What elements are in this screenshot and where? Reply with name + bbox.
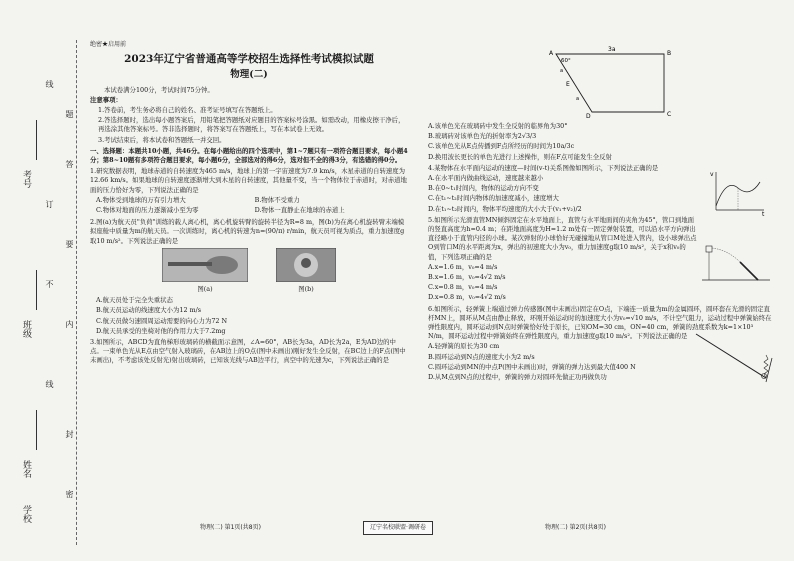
- question-3-stem: 3.如图所示，ABCD为直角梯形玻璃砖的横截面示意图，∠A=60°，AB长为3a，AD长为2a，E为AD边的中点。一束单色光从E点由空气射入玻璃砖，在AB边上的O点(图中未画出)刚好发生全反射，在BC边上的F点(图中未画出)，不考虑该处反射光)射出玻璃砖，已知该光线与AB边平行，真空中的光速为c，下列说法正确的是: [90, 338, 406, 365]
- question-3-figure-area: [428, 42, 774, 122]
- question-2-figures: [90, 248, 408, 294]
- axis-t-label: t: [762, 210, 765, 216]
- option: D.换用波长更长的单色光进行上述操作，则在F点可能发生全反射: [428, 152, 612, 161]
- footer-center-badge: 辽宁名校联盟·调研卷: [363, 521, 433, 535]
- option: A.x=1.6 m，v₀=4 m/s: [428, 262, 498, 271]
- option: D.在t₁~t₂时间内，物体平均速度的大小大于(v₁+v₂)/2: [428, 204, 582, 213]
- figure-a: [162, 248, 248, 294]
- question-6-stem: 6.如图所示，轻弹簧上端通过弹力传感器(图中未画出)固定在O点，下端连一质量为m的金属圆环，圆环套在光滑的固定直杆MN上，圆环从M点由静止释放，环刚开始运动时的加速度大小为v₀=√10 m/s，不计空气阻力，运动过程中弹簧始终在弹性限度内，圆环运动到N点时弹簧恰好处于原长，已知OM=30 cm，ON=40 cm，弹簧的劲度系数为k=1×10³ N/m，圆环运动过程中弹簧始终在弹性限度内，重力加速度g取10 m/s²。下列说法正确的是: [428, 304, 772, 341]
- option: D.x=0.8 m，v₀=4√2 m/s: [428, 293, 506, 302]
- label-3a: 3a: [608, 46, 616, 53]
- subject-title: 物理(二): [230, 69, 268, 81]
- option: A.该单色光在玻璃砖中发生全反射的临界角为30°: [428, 122, 568, 130]
- option: A.航天员处于完全失重状态: [96, 296, 173, 305]
- question-6: [428, 305, 774, 383]
- question-1-options: [90, 196, 408, 216]
- option: B.玻璃砖对该单色光的折射率为2√3/3: [428, 132, 537, 141]
- question-1-stem: 1.研究数据表明，地球赤道的自转速度为465 m/s，地球上的第一宇宙速度为7.9 km/s，木星赤道的自转速度为12.66 km/s。如果地球的自转速度逐渐增大到木星的自转速度，其他量不变，当一个物体位于赤道时，对赤道地面的压力恰好为零，下列说法正确的是: [90, 167, 407, 194]
- label-C: C: [667, 111, 672, 118]
- question-5-stem: 5.如图所示光滑直管MN倾斜固定在水平地面上，直管与水平地面间的夹角为45°，管口到地面的竖直高度为h=0.4 m；在距地面高度为H=1.2 m处有一固定弹射装置，可以沿水平方向弹出直径略小于直管内径的小球。某次弹射的小球恰好无碰撞地从管口M处进入管内，设小球弹出点O到管口M的水平距离为x，弹出的初速度大小为v₀，重力加速度g取10 m/s²，关于x和v₀的值，下列选项正确的是: [428, 215, 697, 261]
- binding-mark: 封: [65, 430, 74, 438]
- question-2-stem: 2.图(a)为航天员"负荷"训练的载人离心机，离心机旋转臂的旋转半径为R=8 m，图(b)为在离心机旋转臂末端模拟座舱中质量为m的航天员。一次训练时，离心机的转速为n=(90/π) r/min，航天员可视为质点，重力加速度g取10 m/s²。下列说法正确的是: [90, 218, 405, 245]
- name-label: 姓名: [21, 460, 31, 478]
- option: C.圆环运动到MN的中点P(图中未画出)时，弹簧的弹力达到最大值400 N: [428, 362, 636, 371]
- note-item: 2.答选择题时，选出每小题答案后，用铅笔把答题纸对应题目的答案标号涂黑。如需改动，用橡皮擦干净后，再选涂其他答案标号。答非选择题时，将答案写在答题纸上，写在本试卷上无效。: [98, 116, 405, 134]
- class-label: 班级: [21, 320, 31, 338]
- exam-number-field[interactable]: [36, 120, 38, 160]
- option: D.从M点到N点的过程中，弹簧的弹力对圆环先做正功再做负功: [428, 373, 607, 382]
- binding-mark: 不: [45, 280, 54, 288]
- option: B.x=1.6 m，v₀=4√2 m/s: [428, 273, 506, 282]
- page-1-column: [90, 40, 408, 367]
- binding-mark: 订: [45, 200, 54, 208]
- launcher-tube-diagram: [700, 238, 772, 284]
- option: A.在水平面内做曲线运动，速度越来越小: [428, 174, 544, 183]
- binding-mark: 线: [45, 80, 54, 88]
- class-field[interactable]: [36, 270, 38, 310]
- centrifuge-photo-b: [276, 248, 336, 282]
- option: C.x=0.8 m，v₀=4 m/s: [428, 283, 498, 292]
- option: D.航天员承受的坐椅对他的作用力大于7.2mg: [96, 326, 226, 335]
- exam-number-label: 考号: [21, 170, 31, 188]
- notes-heading: 注意事项：: [90, 95, 122, 104]
- footer-page-2: 物理(二) 第2页(共8页): [545, 524, 606, 531]
- centrifuge-photo-a: [162, 248, 248, 282]
- option: A.物体受到地球的万有引力增大: [96, 195, 186, 204]
- binding-mark: 线: [45, 380, 54, 388]
- option: C.航天员做匀速圆周运动需要的向心力为72 N: [96, 316, 228, 325]
- option: B.航天员运动的线速度大小为12 m/s: [96, 306, 202, 315]
- binding-mark: 题: [65, 110, 74, 118]
- binding-mark: 密: [65, 490, 74, 498]
- question-4-stem: 4.某物体在水平面内运动的速度—时间(v-t)关系图像如图所示，下列说法正确的是: [428, 163, 659, 172]
- footer-page-1: 物理(二) 第1页(共8页): [200, 524, 261, 531]
- name-field[interactable]: [36, 410, 38, 450]
- label-angle: 60°: [561, 58, 571, 64]
- option: C.物体对地面的压力逐渐减小至为零: [96, 206, 199, 215]
- binding-dashed-line: [76, 40, 77, 545]
- binding-strip: [0, 0, 82, 561]
- figure-a-caption: 图(a): [197, 285, 213, 294]
- question-5: [428, 216, 774, 303]
- section-heading: 一、选择题：本题共10小题，共46分。在每小题给出的四个选项中，第1~7题只有一项符合题目要求，每小题4分；第8~10题有多项符合题目要求，每小题6分，全部选对的得6分，选对但不全的得3分，有选错的得0分。: [90, 146, 408, 165]
- option: C.该单色光从E点传播到F点所经历的时间为10a/3c: [428, 142, 575, 151]
- intro-text: 本试卷满分100分，考试时间75分钟。: [104, 85, 214, 94]
- label-D: D: [586, 113, 591, 120]
- note-item: 1.答卷前，考生务必将自己的姓名、准考证号填写在答题纸上。: [98, 106, 277, 115]
- figure-b: [276, 248, 336, 294]
- vt-graph: [708, 168, 768, 216]
- label-B: B: [667, 50, 672, 57]
- figure-b-caption: 图(b): [298, 285, 314, 294]
- question-4: [428, 164, 774, 214]
- option: C.在t₁~t₂时间内物体的加速度减小，速度增大: [428, 194, 559, 203]
- label-E: E: [566, 81, 570, 88]
- label-a-lower: a: [576, 96, 580, 102]
- binding-mark: 要: [65, 240, 74, 248]
- binding-mark: 内: [65, 320, 74, 328]
- option: B.物体不受重力: [254, 195, 300, 204]
- spring-ring-diagram: [690, 328, 774, 384]
- option: D.物体一直静止在地球的赤道上: [254, 206, 345, 215]
- note-item: 3.考试结束后，将本试卷和答题纸一并交回。: [98, 135, 226, 144]
- label-a-upper: a: [560, 68, 564, 74]
- label-A: A: [549, 50, 554, 57]
- axis-v-label: v: [710, 170, 714, 178]
- option: A.轻弹簧的原长为30 cm: [428, 342, 500, 351]
- school-label: 学校: [21, 505, 31, 523]
- binding-mark: 答: [65, 160, 74, 168]
- option: B.圆环运动到N点的速度大小为2 m/s: [428, 352, 535, 361]
- trapezoid-diagram: [536, 42, 686, 120]
- secret-label: 绝密★启用前: [90, 41, 127, 48]
- exam-title: 2023年辽宁省普通高等学校招生选择性考试模拟试题: [124, 53, 374, 66]
- option: B.在0~t₁时间内，物体的运动方向不变: [428, 184, 539, 193]
- page-2-column: [428, 42, 774, 383]
